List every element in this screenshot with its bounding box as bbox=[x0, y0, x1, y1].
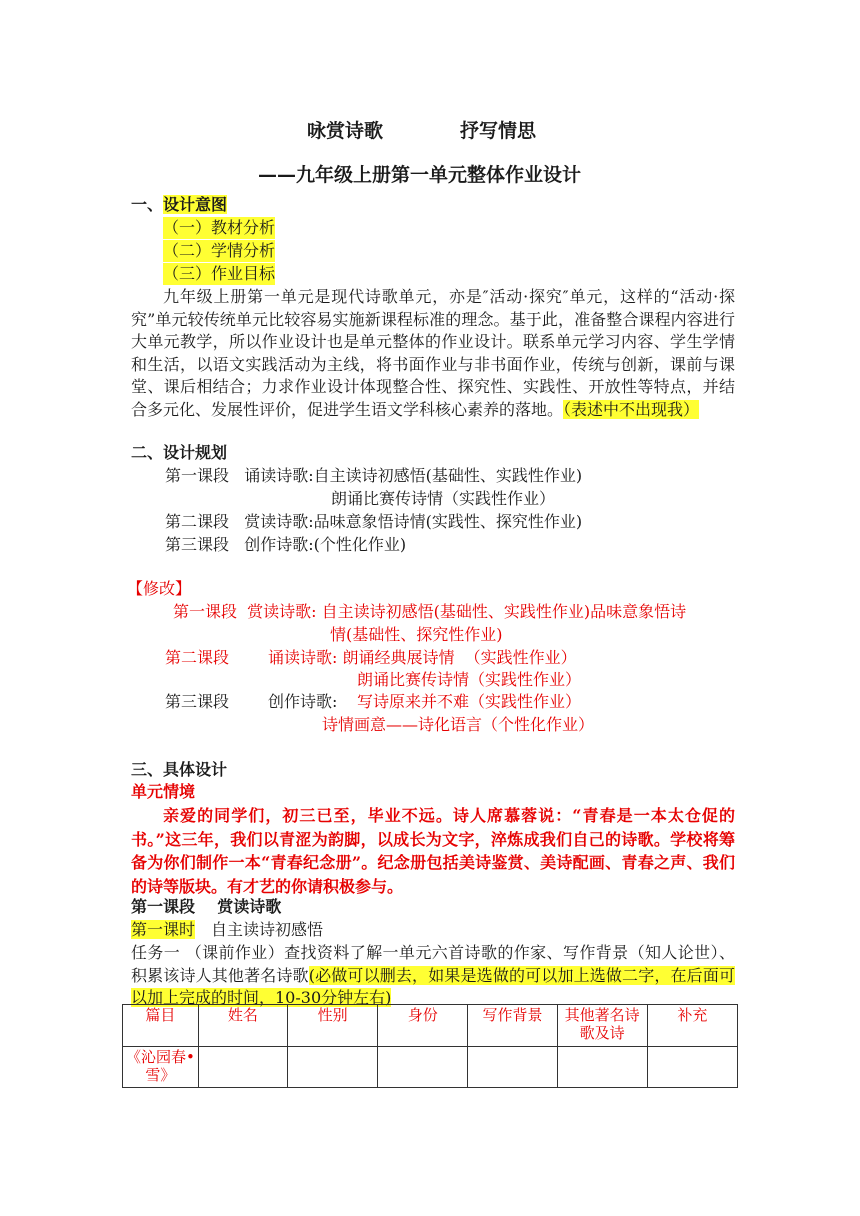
revise-line-1: 第一课段 赏读诗歌: 自主读诗初感悟(基础性、实践性作业)品味意象悟诗 bbox=[173, 602, 687, 621]
table-header-cell: 篇目 bbox=[123, 1005, 199, 1047]
revise-line-3c: 写诗原来并不难（实践性作业） bbox=[357, 692, 582, 711]
table-header-cell: 身份 bbox=[378, 1005, 468, 1047]
table-header-cell: 性别 bbox=[288, 1005, 378, 1047]
revise-line-2b-text: 诵读诗歌: 朗诵经典展诗情 （实践性作业） bbox=[268, 648, 577, 667]
revise-line-1b: 情(基础性、探究性作业) bbox=[330, 625, 503, 644]
lesson1-label: 第一课时 bbox=[131, 920, 196, 939]
table-cell[interactable] bbox=[647, 1047, 737, 1088]
section2-heading: 二、设计规划 bbox=[131, 443, 228, 462]
section1-number: 一、 bbox=[131, 195, 164, 214]
title-line2: ——九年级上册第一单元整体作业设计 bbox=[258, 164, 582, 186]
table-cell[interactable] bbox=[557, 1047, 647, 1088]
table-header-cell: 其他著名诗歌及诗 bbox=[557, 1005, 647, 1047]
plan-line-1: 第一课段 诵读诗歌:自主读诗初感悟(基础性、实践性作业) bbox=[165, 466, 583, 485]
plan-line-3: 第二课段 赏读诗歌:品味意象悟诗情(实践性、探究性作业) bbox=[165, 512, 583, 531]
table-cell-title[interactable]: 《沁园春•雪》 bbox=[123, 1047, 199, 1088]
table-header-cell: 写作背景 bbox=[468, 1005, 557, 1047]
sub-heading-textbook: （一）教材分析 bbox=[163, 218, 276, 237]
design-intent-paragraph bbox=[131, 286, 735, 421]
table-cell[interactable] bbox=[198, 1047, 287, 1088]
unit-scene-paragraph: 亲爱的同学们，初三已至，毕业不远。诗人席慕蓉说：“青春是一本太仓促的书。”这三年，我们以青涩为韵脚，以成长为文字，淬炼成我们自己的诗歌。学校将筹备为你们制作一本“青春纪念册”。纪念册包括美诗鉴赏、美诗配画、青春之声、我们的诗等版块。有才艺的你请积极参与。 bbox=[131, 806, 735, 896]
sub-heading-goals: （三）作业目标 bbox=[163, 264, 276, 283]
design-intent-text: 九年级上册第一单元是现代诗歌单元，亦是″活动·探究″单元，这样的“活动·探究”单元较传统单元比较容易实施新课程标准的理念。基于此，准备整合课程内容进行大单元教学，所以作业设计也是单元整体的作业设计。联系单元学习内容、学生学情和生活，以语文实践活动为主线，将书面作业与非书面作业，传统与创新，课前与课堂、课后相结合；力求作业设计体现整合性、探究性、实践性、开放性等特点，并结合多元化、发展性评价，促进学生语文学科核心素养的落地。 bbox=[131, 287, 735, 419]
unit-scene-label: 单元情境 bbox=[131, 782, 196, 801]
table-header-cell: 补充 bbox=[647, 1005, 737, 1047]
lesson1-line bbox=[131, 919, 323, 941]
table-cell[interactable] bbox=[378, 1047, 468, 1088]
revise-line-2c: 朗诵比赛传诗情（实践性作业） bbox=[357, 670, 582, 689]
plan-line-4: 第三课段 创作诗歌:(个性化作业) bbox=[165, 535, 407, 554]
table-row bbox=[123, 1047, 738, 1088]
table-header-row bbox=[123, 1005, 738, 1047]
plan-line-2: 朗诵比赛传诗情（实践性作业） bbox=[331, 489, 556, 508]
section1-heading bbox=[131, 194, 227, 216]
revise-line-3a: 第三课段 bbox=[165, 692, 230, 711]
task1-note: (必做可以删去，如果是选做的可以加上选做二字，在后面可以加上完成的时间，10-30分钟左右) bbox=[131, 965, 735, 1007]
title-line1-b: 抒写情思 bbox=[460, 120, 537, 142]
section3-heading: 三、具体设计 bbox=[131, 760, 228, 779]
stage1-heading: 第一课段 赏读诗歌 bbox=[131, 897, 282, 916]
title-line1-a: 咏赏诗歌 bbox=[307, 120, 384, 142]
task1-paragraph bbox=[131, 942, 735, 1010]
section1-title: 设计意图 bbox=[163, 195, 228, 214]
task1-text: 任务一 （课前作业）查找资料了解一单元六首诗歌的作家、写作背景（知人论世）、积累该诗人其他著名诗歌 bbox=[131, 943, 735, 985]
revise-line-2a: 第二课段 bbox=[165, 648, 230, 667]
table-header-cell: 姓名 bbox=[198, 1005, 287, 1047]
revise-line-2b bbox=[268, 647, 577, 669]
revise-label: 【修改】 bbox=[127, 579, 192, 598]
poets-table bbox=[122, 1004, 738, 1088]
revise-line-3b: 创作诗歌: bbox=[268, 692, 338, 711]
table-cell[interactable] bbox=[468, 1047, 557, 1088]
design-intent-note: （表述中不出现我） bbox=[563, 399, 700, 419]
lesson1-title: 自主读诗初感悟 bbox=[211, 920, 324, 939]
table-cell[interactable] bbox=[288, 1047, 378, 1088]
revise-line-3d: 诗情画意——诗化语言（个性化作业） bbox=[322, 715, 595, 734]
sub-heading-students: （二）学情分析 bbox=[163, 241, 276, 260]
